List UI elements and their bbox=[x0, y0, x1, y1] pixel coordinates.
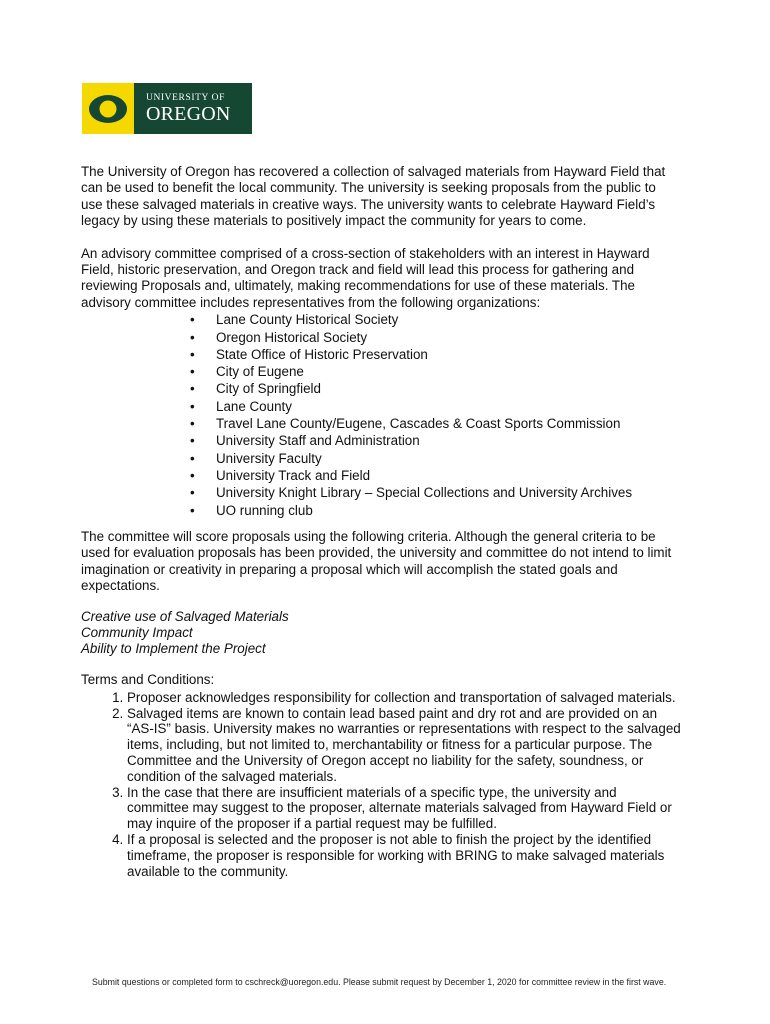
list-item: • UO running club bbox=[216, 502, 681, 519]
criterion: Community Impact bbox=[81, 625, 193, 641]
term-item: 2. Salvaged items are known to contain lead based paint and dry rot and are provided on an “AS-IS” basis. University makes no warranties or representations with respect to the salvaged items, including, but not limited to, merchantability or fitness for a particular purpose. The Committee and the University of Oregon accept no liability for the safety, soundness, or condition of the salvaged materials. bbox=[127, 706, 681, 785]
list-item: • Travel Lane County/Eugene, Cascades & Coast Sports Commission bbox=[216, 415, 681, 432]
list-item: • Lane County bbox=[216, 398, 681, 415]
term-item: 1. Proposer acknowledges responsibility for collection and transportation of salvaged materials. bbox=[127, 690, 681, 706]
committee-paragraph: An advisory committee comprised of a cross-section of stakeholders with an interest in Hayward Field, historic preservation, and Oregon track and field will lead this process for gathering and reviewing Proposals and, ultimately, making recommendations for use of these materials. The advisory committee includes representatives from the following organizations: bbox=[81, 245, 650, 310]
criteria-list bbox=[81, 609, 681, 656]
list-item: • University Staff and Administration bbox=[216, 432, 681, 449]
list-item: • University Track and Field bbox=[216, 467, 681, 484]
list-item: • Lane County Historical Society bbox=[216, 311, 681, 328]
university-logo bbox=[82, 83, 252, 134]
list-item: • State Office of Historic Preservation bbox=[216, 346, 681, 363]
intro-paragraph: The University of Oregon has recovered a collection of salvaged materials from Hayward Field that can be used to benefit the local community. The university is seeking proposals from the public to use these salvaged materials in creative ways. The university wants to celebrate Hayward Field’s legacy by using these materials to positively impact the community for years to come. bbox=[81, 164, 666, 229]
footer-note: Submit questions or completed form to cschreck@uoregon.edu. Please submit request by December 1, 2020 for committee review in the first wave. bbox=[92, 977, 667, 987]
logo-line-oregon: OREGON bbox=[146, 102, 231, 125]
organization-list bbox=[81, 311, 681, 519]
term-item: 3. In the case that there are insufficient materials of a specific type, the university and committee may suggest to the proposer, alternate materials salvaged from Hayward Field or may inquire of the proposer if a partial request may be fulfilled. bbox=[127, 785, 681, 832]
term-item: 4. If a proposal is selected and the proposer is not able to finish the project by the identified timeframe, the proposer is responsible for working with BRING to make salvaged materials available to the community. bbox=[127, 832, 681, 879]
list-item: • University Faculty bbox=[216, 450, 681, 467]
list-item: • Oregon Historical Society bbox=[216, 329, 681, 346]
logo-line-university-of: UNIVERSITY OF bbox=[146, 92, 225, 103]
logo-wordmark bbox=[134, 83, 252, 134]
criteria-paragraph: The committee will score proposals using the following criteria. Although the general criteria to be used for evaluation proposals has been provided, the university and committee do not intend to limit imagination or creativity in preparing a proposal which will accomplish the stated goals and expectations. bbox=[81, 528, 672, 594]
list-item: • City of Eugene bbox=[216, 363, 681, 380]
list-item: • University Knight Library – Special Collections and University Archives bbox=[216, 484, 681, 501]
criterion: Ability to Implement the Project bbox=[81, 641, 266, 657]
terms-heading: Terms and Conditions: bbox=[81, 671, 215, 687]
o-logo-icon bbox=[82, 83, 134, 134]
list-item: • City of Springfield bbox=[216, 380, 681, 397]
criterion: Creative use of Salvaged Materials bbox=[81, 609, 289, 625]
document-body bbox=[81, 164, 681, 879]
terms-list bbox=[81, 690, 681, 880]
